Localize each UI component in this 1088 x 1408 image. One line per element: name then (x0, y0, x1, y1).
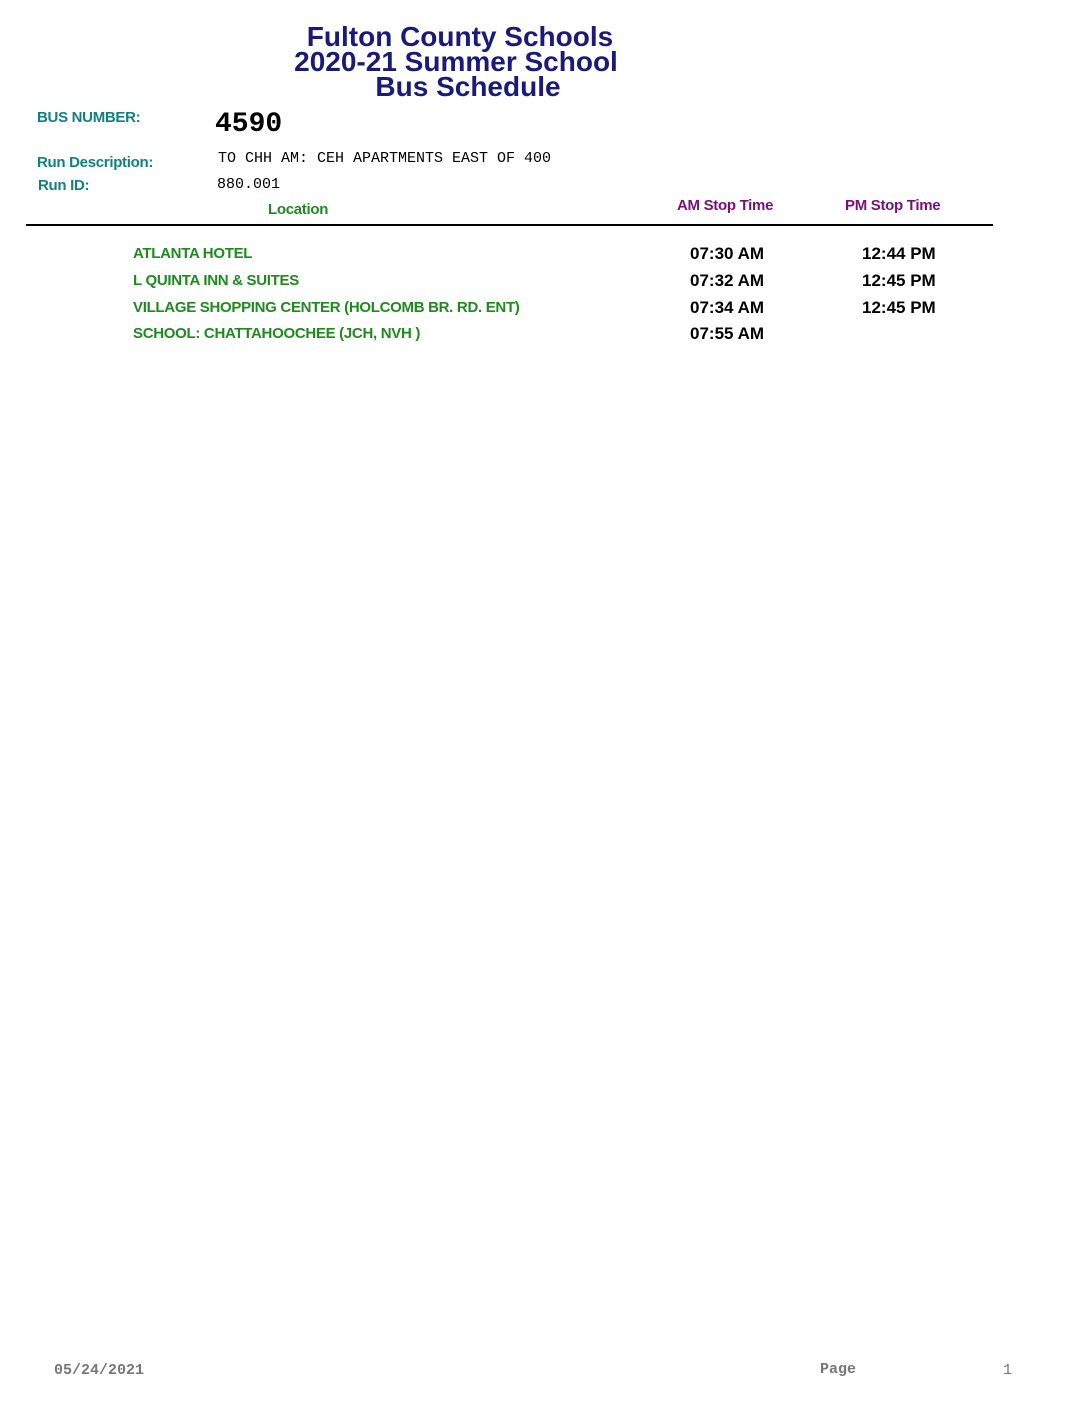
stop-location: ATLANTA HOTEL (133, 245, 253, 262)
stop-am-time: 07:34 AM (690, 298, 765, 317)
stop-pm-time: 12:45 PM (862, 298, 936, 317)
run-id: 880.001 (217, 176, 281, 193)
stop-location: L QUINTA INN & SUITES (133, 272, 299, 289)
stop-location: SCHOOL: CHATTAHOOCHEE (JCH, NVH ) (133, 325, 421, 342)
run-description: TO CHH AM: CEH APARTMENTS EAST OF 400 (218, 150, 552, 167)
stop-location: VILLAGE SHOPPING CENTER (HOLCOMB BR. RD. ENT) (133, 299, 520, 316)
column-header-pm: PM Stop Time (845, 197, 941, 214)
header-divider (26, 224, 993, 226)
bus-number-label: BUS NUMBER: (37, 109, 141, 126)
bus-number: 4590 (215, 109, 283, 140)
stop-am-time: 07:30 AM (690, 244, 765, 263)
run-id-label: Run ID: (38, 177, 90, 194)
title-line-2: 2020-21 Summer School (294, 46, 618, 77)
column-header-location: Location (268, 201, 329, 218)
footer-date: 05/24/2021 (54, 1362, 145, 1379)
column-header-am: AM Stop Time (677, 197, 774, 214)
stop-pm-time: 12:44 PM (862, 244, 936, 263)
stop-am-time: 07:55 AM (690, 324, 765, 343)
footer-page-number: 1 (1003, 1362, 1013, 1379)
stop-am-time: 07:32 AM (690, 271, 765, 290)
title-line-1: Fulton County Schools (306, 21, 614, 52)
run-description-label: Run Description: (37, 154, 154, 171)
title-line-3: Bus Schedule (375, 71, 561, 102)
stop-pm-time: 12:45 PM (862, 271, 936, 290)
footer-page-label: Page (820, 1361, 857, 1378)
